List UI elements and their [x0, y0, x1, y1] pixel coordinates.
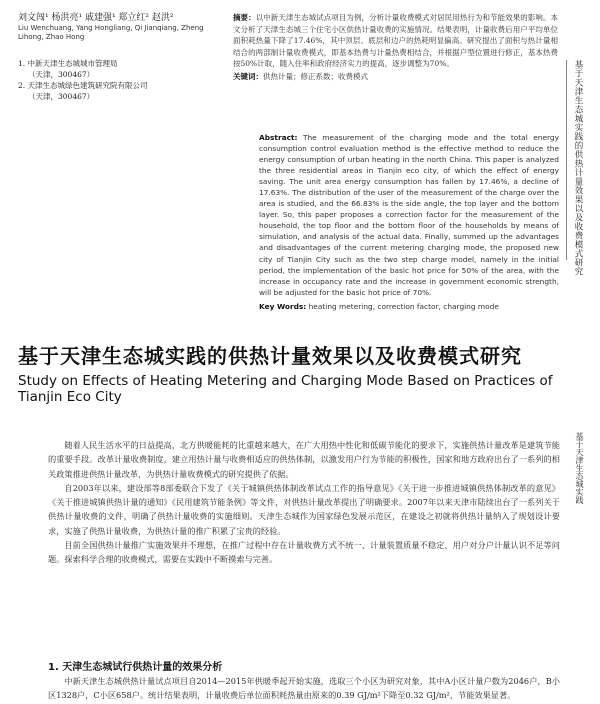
- keywords-cn-label: 关键词：: [233, 72, 263, 81]
- body-text: [48, 438, 560, 567]
- author-block: [18, 12, 223, 42]
- abstract-en: [259, 132, 559, 298]
- affiliation-line: 2. 天津生态城绿色建筑研究院有限公司: [18, 81, 148, 90]
- affiliation-line: （天津，300467）: [28, 92, 95, 101]
- side-running-title: 基于天津生态城实践的供热计量效果以及收费模式研究: [573, 60, 583, 276]
- side-divider: [566, 60, 567, 260]
- keywords-en-text: heating metering, correction factor, charging mode: [308, 302, 499, 311]
- side-running-title-bottom: 基于天津生态城实践: [575, 432, 584, 504]
- keywords-cn: [233, 71, 558, 82]
- body-paragraph: 自2003年以来，建设部等8部委联合下发了《关于城镇供热体制改革试点工作的指导意见》《关于进一步推进城镇供热体制改革的意见》《关于推进城镇供热计量的通知》《民用建筑节能条例》等文件，对供热计量改革提出了明确要求。2007年以来天津市陆续出台了一系列关于供热计量收费的文件，明确了供热计量收费的实施细则。天津生态城作为国家绿色发展示范区，在建设之初就将供热计量纳入了规划设计要求，实施了供热计量收费，为供热计量的推广积累了宝贵的经验。: [48, 482, 560, 536]
- author-names-cn: 刘文闯¹ 杨洪亮¹ 戚建强¹ 郑立红² 赵洪²: [18, 13, 174, 23]
- abstract-en-label: Abstract:: [259, 133, 298, 142]
- page-title-en: Study on Effects of Heating Metering and Charging Mode Based on Practices of Tianjin Eco City: [18, 373, 553, 405]
- keywords-en-label: Key Words:: [259, 302, 307, 311]
- affiliation-line: 1. 中新天津生态城城市管理局: [18, 59, 118, 68]
- body-paragraph: 随着人民生活水平的日益提高，北方供暖能耗的比重越来越大，在广大用热中性化和低碳节能化的要求下，实施供热计量改革是建筑节能的重要手段。改革计量收费制度，建立用热计量与收费相适应的供热体制，以激发用户行为节能的积极性，国家和地方政府出台了一系列的相关政策推进供热计量改革，为供热计量收费模式的研究提供了依据。: [48, 440, 560, 479]
- keywords-cn-text: 供热计量；修正系数；收费模式: [263, 72, 368, 81]
- affiliation-line: （天津，300467）: [28, 70, 95, 79]
- keywords-en: [259, 302, 559, 311]
- page-title: 基于天津生态城实践的供热计量效果以及收费模式研究: [18, 344, 522, 368]
- body-paragraph: 目前全国供热计量推广实施效果并不理想，在推广过程中存在计量收费方式不统一、计量装置质量不稳定、用户对分户计量认识不足等问题。探索科学合理的收费模式，需要在实践中不断摸索与完善。: [48, 540, 560, 565]
- section-body: [48, 674, 560, 703]
- abstract-en-text: The measurement of the charging mode and the total energy consumption control evaluation method is the effective method to reduce the energy consumption of urban heating in the north China. This paper is analyzed the three residential areas in Tianjin eco city, of which the effect of energy saving. The unit area energy consumption has fallen by 17.46%, a decline of 17.63%. The distribution of the user of the measurement of the charge over the area is studied, and the 66.83% is the side angle, the top layer and the bottom layer. So, this paper proposes a correction factor for the measurement of the household, the top floor and the bottom floor of the households by means of simulation, and analysis of the actual data. Finally, summed up the advantages and disadvantages of the current metering charging mode, the proposed new city of Tianjin City such as the two step charge model, namely in the initial period, the implementation of the basic hot price for 50% of the area, with the increase in occupancy rate and the increase in government economic strength, will be adjusted for the basic hot price of 70%.: [259, 133, 559, 297]
- author-names-en: Liu Wenchuang, Yang Hongliang, Qi Jianqiang, Zheng Lihong, Zhao Hong: [18, 24, 204, 41]
- section-heading: 1. 天津生态城试行供热计量的效果分析: [48, 662, 223, 673]
- abstract-cn-text: 以中新天津生态城试点项目为例，分析计量收费模式对居民用热行为和节能效果的影响。本文分析了天津生态城三个住宅小区供热计量收费的实施情况。结果表明，计量收费后用户平均单位面积耗热量下降了17.46%，其中顶层、底层和边户的热耗明显偏高。研究提出了面积与热计量相结合的两部制计量收费模式，即基本热费与计量热费相结合，并根据户型位置进行修正，基本热费按50%计取，随入住率和政府经济实力的提高，逐步调整为70%。: [233, 13, 559, 69]
- affiliations: [18, 58, 223, 102]
- section-paragraph: 中新天津生态城供热计量试点项目自2014—2015年供暖季起开始实施，选取三个小区为研究对象，其中A小区计量户数为2046户，B小区1328户，C小区658户。统计结果表明，计量收费后单位面积耗热量由原来的0.39 GJ/m²下降至0.32 GJ/m²，节能效果显著。: [48, 676, 560, 701]
- abstract-cn-label: 摘要: [233, 13, 249, 22]
- abstract-cn: 摘要：以中新天津生态城试点项目为例，分析计量收费模式对居民用热行为和节能效果的影响。本文分析了天津生态城三个住宅小区供热计量收费的实施情况。结果表明，计量收费后用户平均单位面积耗热量下降了17.46%，其中顶层、底层和边户的热耗明显偏高。研究提出了面积与热计量相结合的两部制计量收费模式，即基本热费与计量热费相结合，并根据户型位置进行修正，基本热费按50%计取，随入住率和政府经济实力的提高，逐步调整为70%。: [233, 13, 559, 69]
